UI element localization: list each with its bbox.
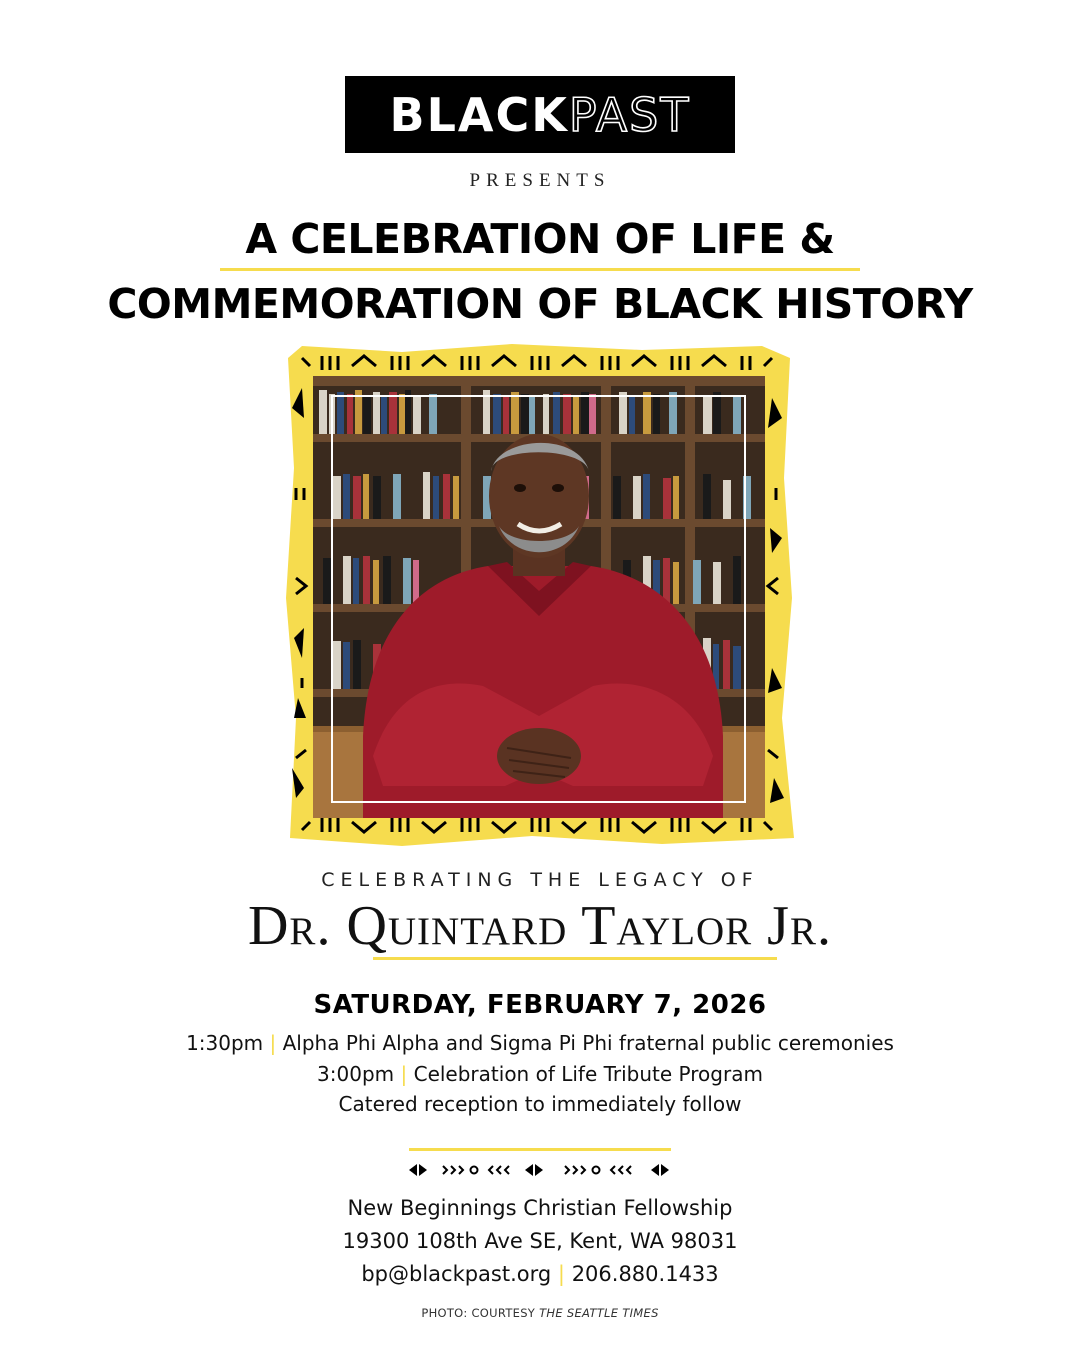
- honoree-underline: [373, 957, 777, 960]
- contact-line: [0, 1262, 1080, 1286]
- section-divider: [409, 1148, 671, 1151]
- headline-line-2: COMMEMORATION OF BLACK HISTORY: [107, 280, 973, 328]
- headline-underline: [220, 268, 860, 271]
- ornament-divider: [409, 1160, 671, 1180]
- photo-inner-border: [331, 395, 746, 803]
- event-date: SATURDAY, FEBRUARY 7, 2026: [313, 990, 767, 1020]
- credit-source: THE SEATTLE TIMES: [539, 1306, 659, 1320]
- schedule-time: 3:00pm: [317, 1062, 395, 1086]
- venue-address: 19300 108th Ave SE, Kent, WA 98031: [342, 1229, 738, 1253]
- presents-label: PRESENTS: [469, 170, 611, 191]
- separator: |: [269, 1031, 277, 1055]
- schedule-item-1: [0, 1031, 1080, 1055]
- headline-line-1: A CELEBRATION OF LIFE &: [245, 215, 835, 263]
- schedule-description: Alpha Phi Alpha and Sigma Pi Phi fraternal public ceremonies: [282, 1031, 894, 1055]
- schedule-time: 1:30pm: [186, 1031, 264, 1055]
- legacy-label: CELEBRATING THE LEGACY OF: [321, 869, 759, 891]
- contact-phone[interactable]: 206.880.1433: [571, 1262, 719, 1286]
- separator: |: [400, 1062, 408, 1086]
- contact-email[interactable]: bp@blackpast.org: [361, 1262, 552, 1286]
- schedule-item-2: [0, 1062, 1080, 1086]
- photo-credit: [0, 1306, 1080, 1320]
- schedule-description: Celebration of Life Tribute Program: [413, 1062, 763, 1086]
- blackpast-logo: [345, 76, 735, 153]
- separator: |: [557, 1262, 565, 1286]
- reception-note: Catered reception to immediately follow: [338, 1092, 742, 1116]
- venue-name: New Beginnings Christian Fellowship: [347, 1196, 733, 1220]
- honoree-name: Dr. Quintard Taylor Jr.: [247, 895, 832, 957]
- logo-text-past: PAST: [568, 87, 691, 142]
- credit-prefix: PHOTO: COURTESY: [421, 1306, 540, 1320]
- logo-text-black: BLACK: [389, 87, 569, 142]
